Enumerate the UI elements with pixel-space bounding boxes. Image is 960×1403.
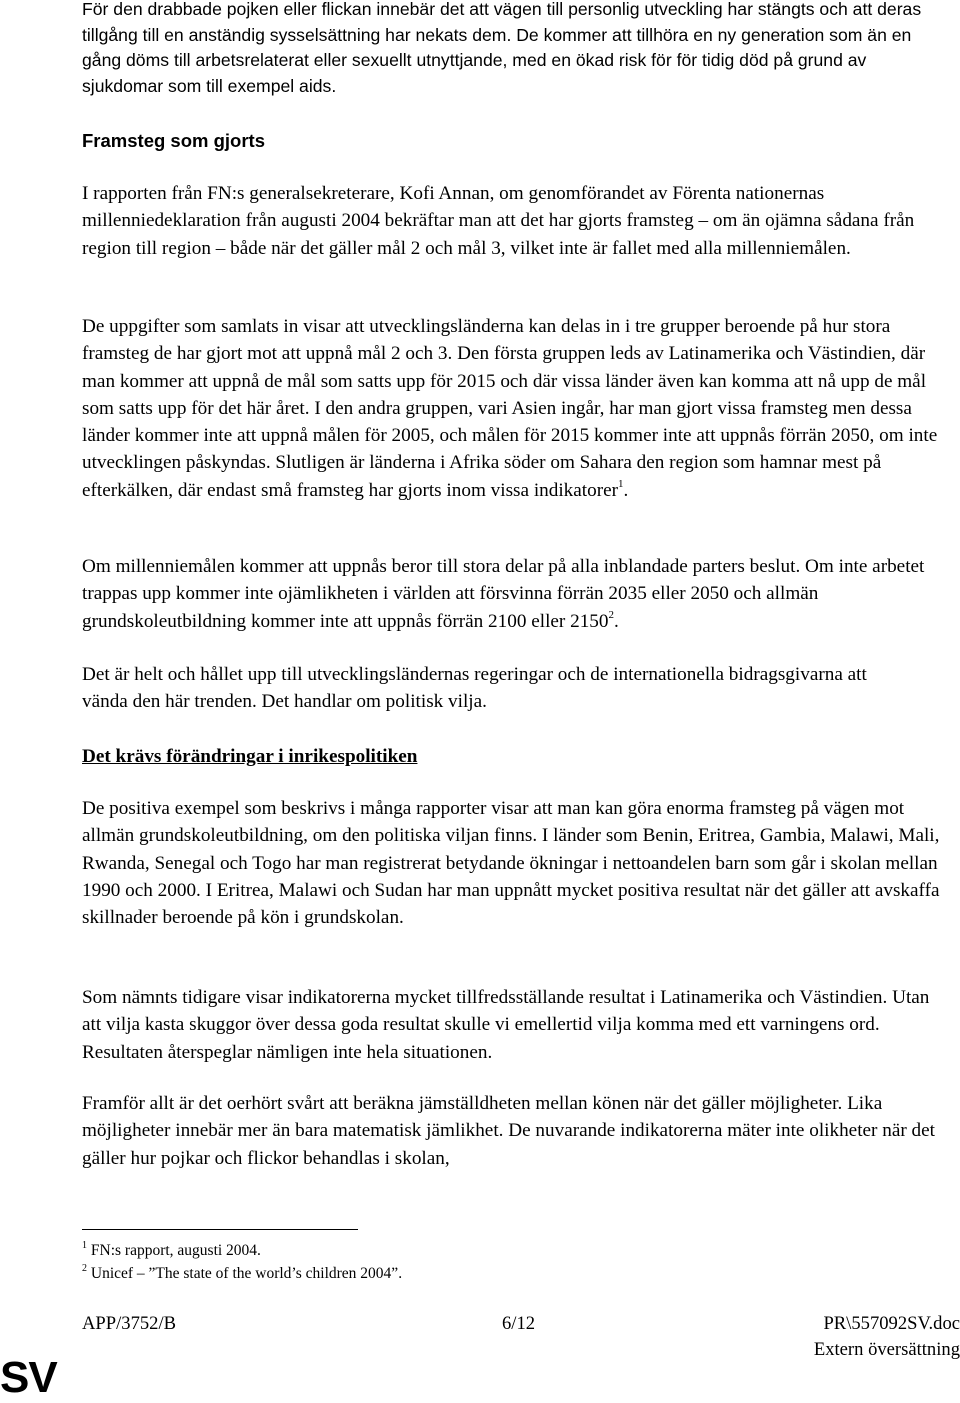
footnote-number: 2 — [82, 1262, 87, 1274]
paragraph-governments: Det är helt och hållet upp till utvecklingsländernas regeringar och de internationella bidragsgivarna att vända den här trenden. Det handlar om politisk vilja. — [82, 664, 867, 713]
page-number: 6/12 — [502, 1313, 536, 1334]
paragraph-intro: För den drabbade pojken eller flickan innebär det att vägen till personlig utveckling har stängts och att deras tillgång till en anständig sysselsättning har nekats dem. De kommer att tillhöra en ny generation som än en gång döms till arbetsrelaterat eller sexuellt utnyttjande, med en ökad risk för för tidig död på grund av sjukdomar som till exempel aids. — [82, 0, 922, 96]
footnotes — [82, 1239, 682, 1285]
paragraph-gender-equality: Framför allt är det oerhört svårt att beräkna jämställdheten mellan könen när det gäller möjligheter. Lika möjligheter innebär mer än bara matematisk jämlikhet. De nuvarande indikatorerna mäter inte olikheter när det gäller hur pojkar och flickor behandlas i skolan, — [82, 1093, 935, 1169]
footnote-text: FN:s rapport, augusti 2004. — [90, 1242, 261, 1259]
page-footer — [82, 1311, 960, 1371]
footnote-ref-2[interactable]: 2 — [608, 609, 614, 622]
footnote-number: 1 — [82, 1239, 87, 1251]
section-heading-progress: Framsteg som gjorts — [82, 130, 265, 151]
paragraph-positive-examples: De positiva exempel som beskrivs i många rapporter visar att man kan göra enorma framsteg på vägen mot allmän grundskoleutbildning, om den politiska viljan finns. I länder som Benin, Eritrea, Gambia, Malawi, Mali, Rwanda, Senegal och Togo har man registrerat betydande ökningar i nettoandelen barn som går i skolan mellan 1990 och 2000. I Eritrea, Malawi och Sudan har man uppnått mycket positiva resultat när det gäller att avskaffa skillnader beroende på kön i grundskolan. — [82, 798, 940, 929]
footnote-2 — [82, 1262, 682, 1285]
footnote-1 — [82, 1239, 682, 1262]
paragraph-latin-america: Som nämnts tidigare visar indikatorerna mycket tillfredsställande resultat i Latinamerika och Västindien. Utan att vilja kasta skuggor över dessa goda resultat skulle vi emellertid vilja komma med ett varningens ord. Resultaten återspeglar nämligen inte hela situationen. — [82, 987, 930, 1063]
section-heading-domestic-policy: Det krävs förändringar i inrikespolitiken — [82, 746, 418, 767]
language-code: SV — [0, 1353, 57, 1402]
document-reference: APP/3752/B — [82, 1313, 177, 1334]
document-filename: PR\557092SV.doc — [823, 1313, 960, 1334]
footnote-ref-1[interactable]: 1 — [618, 478, 624, 491]
paragraph-groups-text: De uppgifter som samlats in visar att utvecklingsländerna kan delas in i tre grupper beroende på hur stora framsteg de har gjort mot att uppnå mål 2 och 3. Den första gruppen leds av Latinamerika och Västindien, där man kommer att uppnå de mål som satts upp för 2015 och där vissa länder även kan komma att nå upp de mål som satts upp för det här året. I den andra gruppen, vari Asien ingår, har man gjort vissa framsteg men dessa länder kommer inte att uppnå målen för 2005, och målen för 2015 kommer inte att uppnås förrän 2050, om inte utvecklingen påskyndas. Slutligen är länderna i Afrika söder om Sahara den region som hamnar mest på efterkälken, där endast små framsteg har gjorts inom vissa indikatorer — [82, 316, 938, 501]
translation-note: Extern översättning — [813, 1339, 960, 1360]
paragraph-groups — [82, 313, 960, 504]
paragraph-goals-end: . — [614, 610, 619, 632]
paragraph-report: I rapporten från FN:s generalsekreterare, Kofi Annan, om genomförandet av Förenta nationernas millenniedeklaration från augusti 2004 bekräftar man att det har gjorts framsteg – om än ojämna sådana från region till region – både när det gäller mål 2 och mål 3, vilket inte är fallet med alla millenniemålen. — [82, 183, 915, 259]
paragraph-goals-text: Om millenniemålen kommer att uppnås beror till stora delar på alla inblandade parters beslut. Om inte arbetet trappas upp kommer inte ojämlikheten i världen att försvinna förrän 2035 eller 2050 och allmän grundskoleutbildning kommer inte att uppnås förrän 2100 eller 2150 — [82, 556, 925, 632]
paragraph-groups-end: . — [623, 479, 629, 501]
footnote-separator — [82, 1229, 358, 1230]
paragraph-goals — [82, 553, 960, 635]
footnote-text: Unicef – ”The state of the world’s children 2004”. — [90, 1265, 403, 1282]
